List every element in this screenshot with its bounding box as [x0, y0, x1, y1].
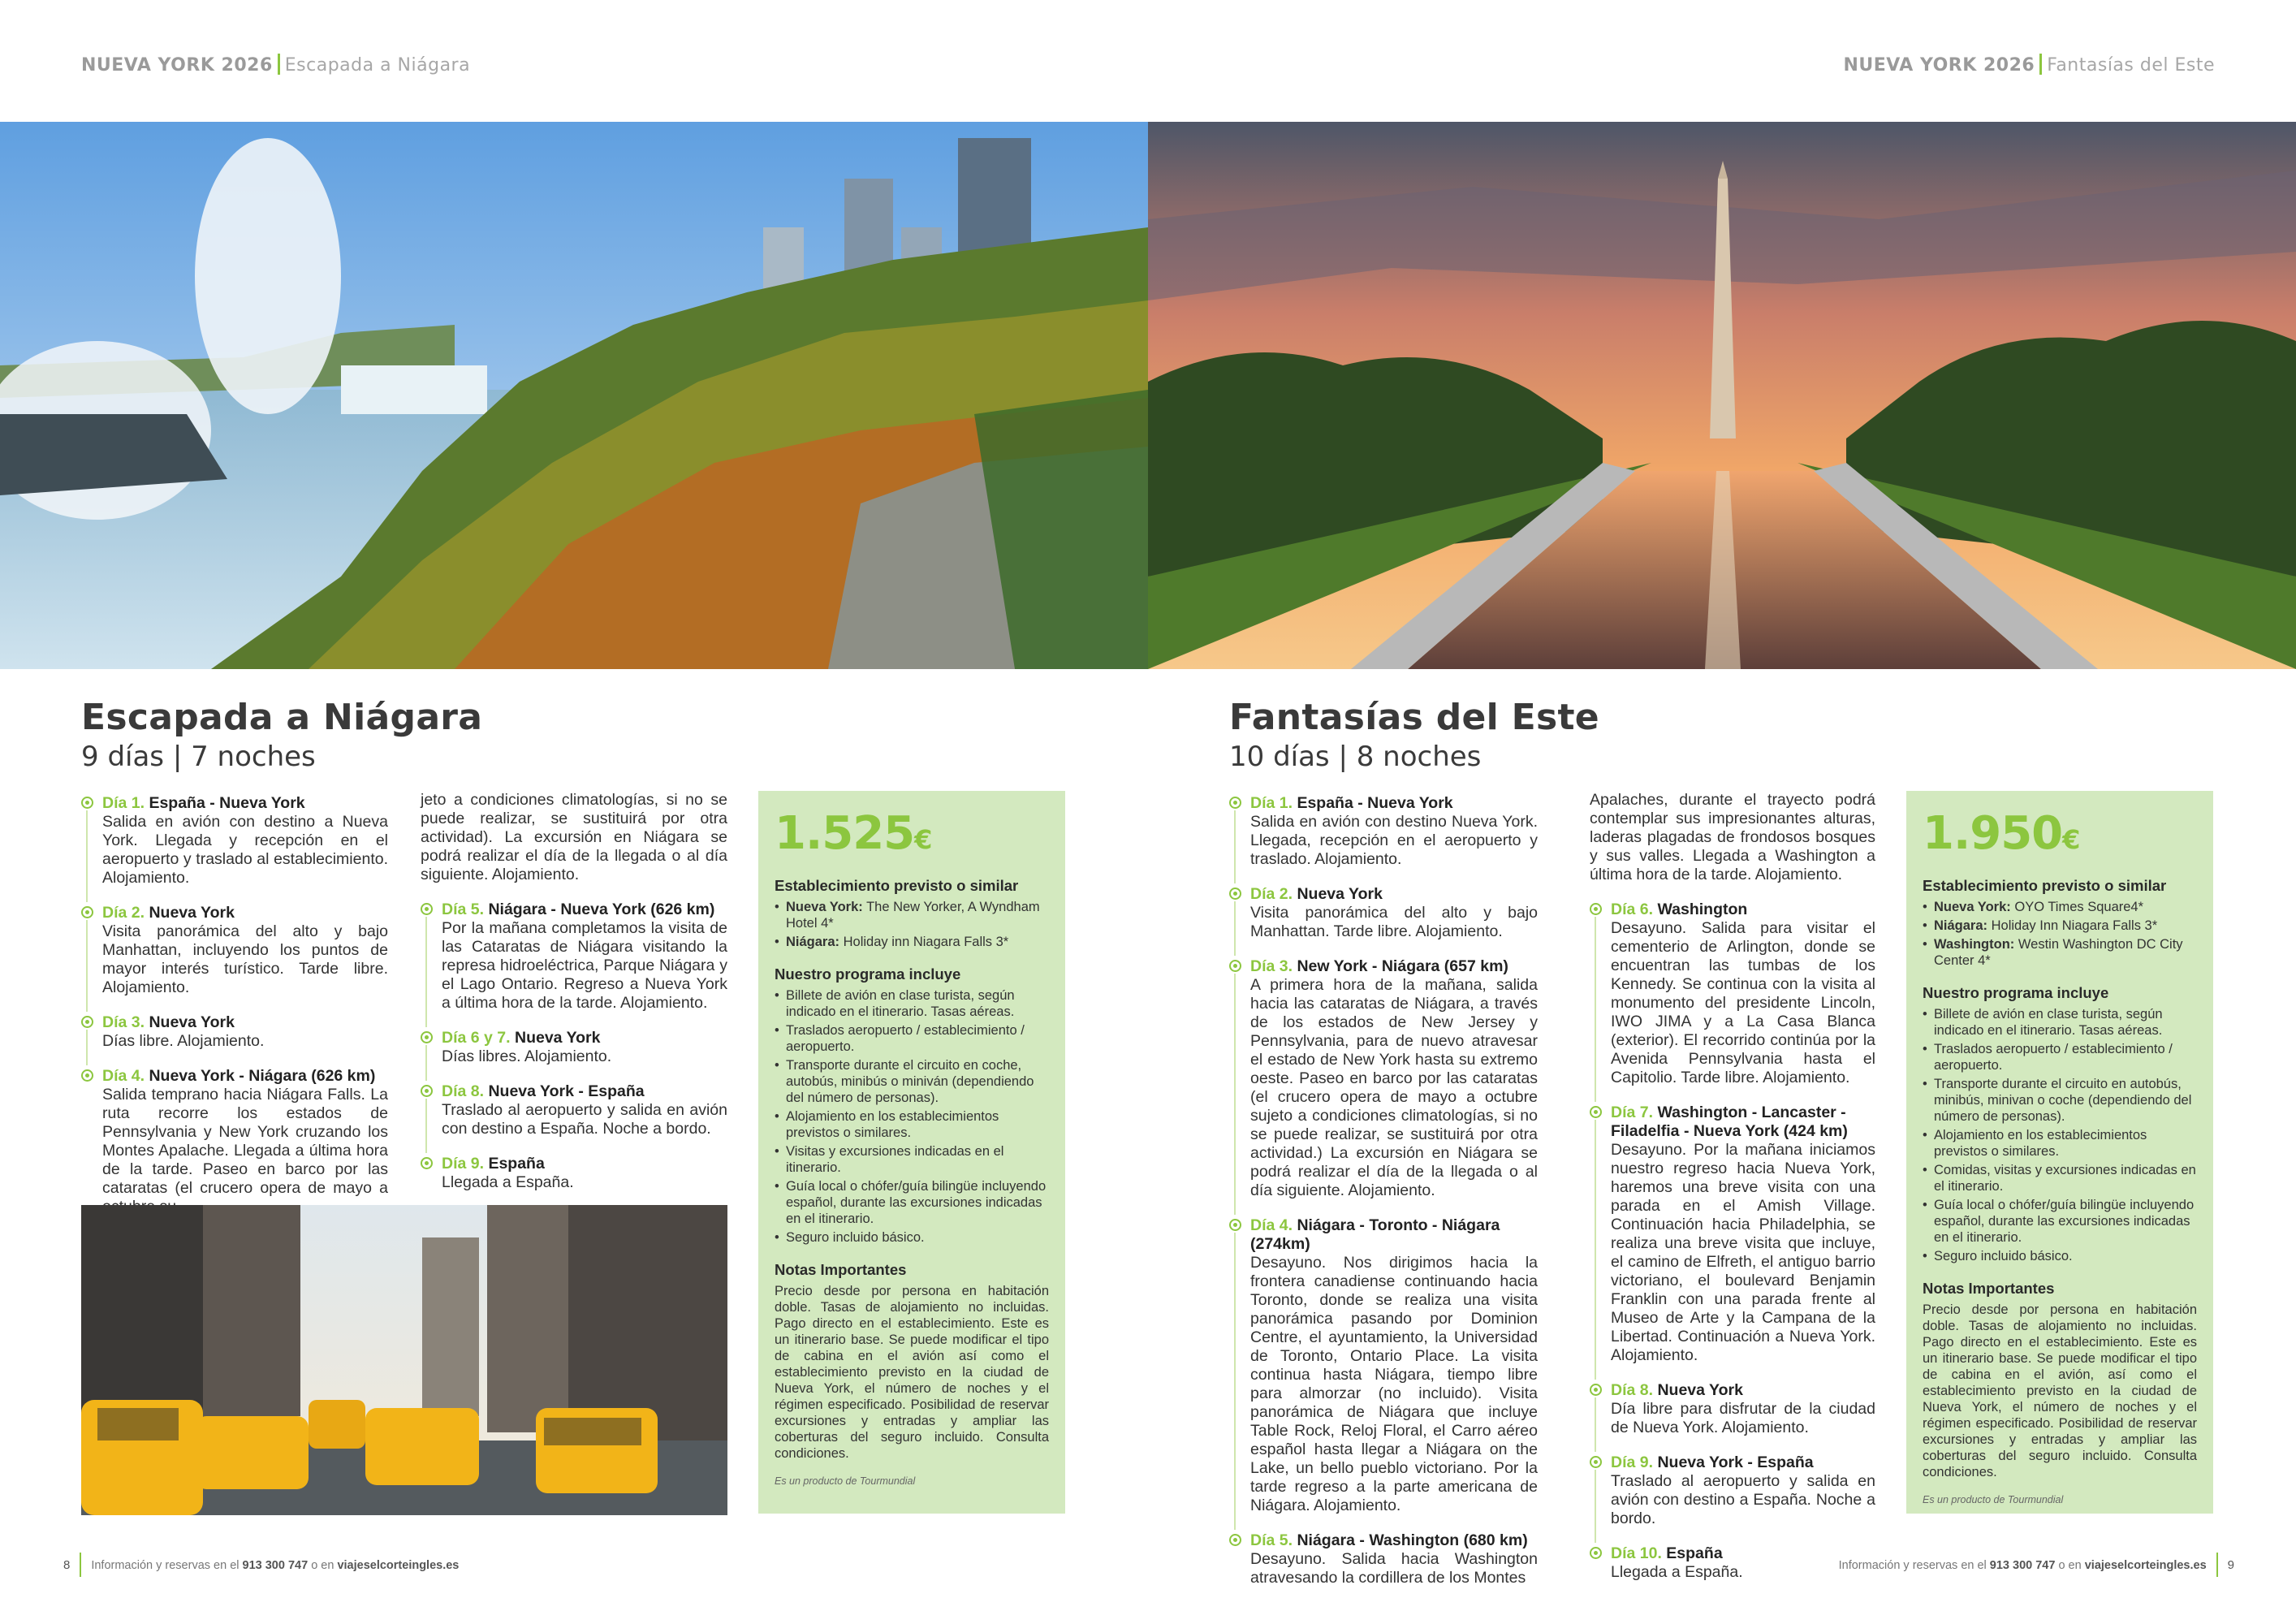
notes-title: Notas Importantes [775, 1261, 907, 1278]
day-bullet-icon [1229, 888, 1241, 900]
product-credit: Es un producto de Tourmundial [775, 1475, 916, 1487]
right-price-box [1906, 791, 2213, 1514]
accommodation-item: • Nueva York: The New Yorker, A Wyndham Hotel 4* [775, 899, 1049, 931]
itinerary-day: Día 4. Niágara - Toronto - Niágara (274km) Desayuno. Nos dirigimos hacia la frontera canadiense continuando hacia Toronto, donde se realiza una visita panorámica pasando por Dominion Centre, el ayuntamiento, la Universidad de Toronto, Ontario Place. La visita continua hasta Niágara, tiempo libre para almorzar (no incluido). Visita panorámica de Niágara que incluye Table Rock, Reloj Floral, el Carro aéreo español hasta llegar a Niágara on the Lake, un bello pueblo victoriano. Por la tarde regreso a la parte americana de Niágara. Alojamiento. [1229, 1216, 1538, 1515]
left-price-box [758, 791, 1065, 1514]
divider [2039, 54, 2042, 75]
includes-item: • Visitas y excursiones indicadas en el itinerario. [775, 1143, 1049, 1176]
includes-item: • Alojamiento en los establecimientos previstos o similares. [775, 1108, 1049, 1141]
itinerary-continuation: Apalaches, durante el trayecto podrá contemplar sus impresionantes alturas, laderas plagadas de frondosos bosques y sus valles. Llegada a Washington a última hora de la tarde. Alojamiento. [1590, 791, 1875, 883]
left-trip-title: Escapada a Niágara [81, 697, 483, 738]
accommodation-title: Establecimiento previsto o similar [1923, 877, 2167, 894]
accommodation-item: • Niágara: Holiday inn Niagara Falls 3* [775, 934, 1049, 950]
footer-info: Información y reservas en el [1838, 1559, 1987, 1572]
accommodation-list [775, 899, 1049, 950]
itinerary-day: Día 1. España - Nueva York Salida en avión con destino a Nueva York. Llegada y recepción en el aeropuerto y traslado al establecimiento. Alojamiento. [81, 794, 388, 888]
timeline-line [86, 920, 88, 1012]
day-bullet-icon [421, 1031, 433, 1043]
left-trip-duration: 9 días | 7 noches [81, 741, 316, 773]
price-currency: € [2062, 824, 2080, 855]
right-trip-title: Fantasías del Este [1229, 697, 1599, 738]
accommodation-item: • Niágara: Holiday Inn Niagara Falls 3* [1923, 918, 2197, 934]
day-bullet-icon [81, 1016, 93, 1028]
itinerary-day: Día 2. Nueva York Visita panorámica del alto y bajo Manhattan. Tarde libre. Alojamiento. [1229, 885, 1538, 941]
includes-item: • Traslados aeropuerto / establecimiento / aeropuerto. [1923, 1041, 2197, 1073]
includes-item: • Seguro incluido básico. [775, 1229, 1049, 1246]
timeline-line [1595, 1470, 1596, 1543]
notes-text: Precio desde por persona en habitación doble. Tasas de alojamiento no incluidas. Pago directo en el establecimiento. Este es un itinerario base. Se puede modificar el tipo de cabina en el avión, así como el establecimiento previsto en la ciudad de Nueva York, el número de noches y el régimen especificado. Posibilidad de reservar excursiones y entradas y ampliar las coberturas del seguro incluido. Consulta condiciones. [1923, 1302, 2197, 1479]
timeline-line [1234, 901, 1236, 956]
right-footer: Información y reservas en el 913 300 747 o en viajeselcorteingles.es 9 [1839, 1553, 2234, 1577]
day-bullet-icon [421, 903, 433, 915]
product-credit: Es un producto de Tourmundial [1923, 1494, 2064, 1505]
includes-list [1923, 1006, 2197, 1264]
timeline-line [86, 1030, 88, 1065]
price-amount: 1.950 [1923, 807, 2063, 860]
itinerary-day: Día 8. Nueva York Día libre para disfrutar de la ciudad de Nueva York. Alojamiento. [1590, 1381, 1875, 1437]
itinerary-day: Día 9. Nueva York - España Traslado al aeropuerto y salida en avión con destino a España. Noche a bordo. [1590, 1453, 1875, 1528]
left-section: Escapada a Niágara [284, 55, 471, 76]
timeline-line [1234, 974, 1236, 1215]
itinerary-day: Día 7. Washington - Lancaster - Filadelfia - Nueva York (424 km) Desayuno. Por la mañana iniciamos nuestro regreso hacia Nueva York, haremos una breve visita con una parada en el Amish Village. Continuación hacia Philadelphia, se realiza una breve visita que incluye, el camino de Elfreth, el antiguo barrio victoriano, el boulevard Benjamin Franklin con una parada frente al Museo de Arte y la Campana de la Libertad. Continuación a Nueva York. Alojamiento. [1590, 1104, 1875, 1365]
includes-item: • Billete de avión en clase turista, según indicado en el itinerario. Tasas aéreas. [1923, 1006, 2197, 1039]
timeline-line [1595, 1397, 1596, 1452]
includes-item: • Transporte durante el circuito en autobús, minibús, minivan o coche (dependiendo del número de personas). [1923, 1076, 2197, 1125]
day-bullet-icon [81, 906, 93, 918]
itinerary-day: Día 6. Washington Desayuno. Salida para visitar el cementerio de Arlington, donde se encuentran las tumbas de los Kennedy. Se continua con la visita al monumento del presidente Lincoln, IWO JIMA y a La Casa Blanca (exterior). El recorrido continúa por la Avenida Pennsylvania hasta el Capitolio. Tarde libre. Alojamiento. [1590, 901, 1875, 1087]
day-bullet-icon [1590, 1456, 1602, 1468]
day-bullet-icon [421, 1085, 433, 1097]
left-brand: NUEVA YORK 2026 [81, 55, 273, 76]
includes-item: • Traslados aeropuerto / establecimiento / aeropuerto. [775, 1022, 1049, 1055]
day-bullet-icon [1229, 960, 1241, 972]
includes-item: • Transporte durante el circuito en coche, autobús, minibús o miniván (dependiendo del número de personas). [775, 1057, 1049, 1106]
day-bullet-icon [81, 1069, 93, 1082]
timeline-line [425, 1045, 427, 1081]
day-bullet-icon [1590, 1106, 1602, 1118]
left-itinerary-col1 [81, 794, 388, 1233]
itinerary-continuation: jeto a condiciones climatologías, si no se puede realizar, se sustituirá por otra actividad). La excursión en Niágara se podrá realizar el día de la llegada o al día siguiente. Alojamiento. [421, 791, 727, 883]
includes-list [775, 987, 1049, 1246]
right-brand: NUEVA YORK 2026 [1843, 55, 2035, 76]
left-price [775, 807, 1049, 866]
notes-title: Notas Importantes [1923, 1280, 2055, 1297]
timeline-line [1234, 810, 1236, 883]
day-bullet-icon [1229, 1534, 1241, 1546]
footer-website-link[interactable]: viajeselcorteingles.es [337, 1559, 460, 1572]
day-bullet-icon [81, 797, 93, 809]
price-amount: 1.525 [775, 807, 915, 860]
price-currency: € [914, 824, 932, 855]
accommodation-item: • Nueva York: OYO Times Square4* [1923, 899, 2197, 915]
includes-item: • Comidas, visitas y excursiones indicadas en el itinerario. [1923, 1162, 2197, 1194]
timeline-line [1595, 917, 1596, 1102]
includes-item: • Alojamiento en los establecimientos previstos o similares. [1923, 1127, 2197, 1160]
timeline-line [425, 1099, 427, 1153]
divider [80, 1553, 81, 1577]
accommodation-title: Establecimiento previsto o similar [775, 877, 1019, 894]
day-bullet-icon [1229, 1219, 1241, 1231]
right-itinerary-col2 [1590, 791, 1875, 1598]
includes-item: • Guía local o chófer/guía bilingüe incluyendo español, durante las excursiones indicadas en el itinerario. [1923, 1197, 2197, 1246]
right-itinerary-col1 [1229, 794, 1538, 1604]
new-york-taxis-photo [81, 1205, 727, 1515]
right-section: Fantasías del Este [2047, 55, 2215, 76]
itinerary-day: Día 2. Nueva York Visita panorámica del alto y bajo Manhattan, incluyendo los puntos de mayor interés turístico. Tarde libre. Alojamiento. [81, 904, 388, 997]
itinerary-day: Día 6 y 7. Nueva York Días libres. Alojamiento. [421, 1029, 727, 1066]
footer-phone[interactable]: 913 300 747 [242, 1559, 309, 1572]
timeline-line [1595, 1120, 1596, 1380]
accommodation-list [1923, 899, 2197, 969]
footer-website-link[interactable]: viajeselcorteingles.es [2084, 1559, 2207, 1572]
includes-item: • Guía local o chófer/guía bilingüe incluyendo español, durante las excursiones indicadas en el itinerario. [775, 1178, 1049, 1227]
notes-text: Precio desde por persona en habitación doble. Tasas de alojamiento no incluidas. Pago directo en el establecimiento. Este es un itinerario base. Se puede modificar el tipo de cabina en el avión así como el establecimiento previsto en la ciudad de Nueva York, el número de noches y el régimen especificado. Posibilidad de reservar excursiones y entradas y ampliar las coberturas del seguro incluido. Consulta condiciones. [775, 1284, 1049, 1461]
timeline-line [425, 917, 427, 1027]
itinerary-day: Día 10. España Llegada a España. [1590, 1544, 1875, 1582]
day-bullet-icon [1590, 1547, 1602, 1559]
timeline-line [1234, 1233, 1236, 1530]
itinerary-day: Día 3. New York - Niágara (657 km) A primera hora de la mañana, salida hacia las cataratas de Niágara, a través de los estados de New Jersey y Pennsylvania, para de nuevo atravesar el estado de New York hasta su extremo oeste. Paseo en barco por las cataratas (el crucero opera de mayo a octubre sujeto a condiciones climatologías, si no se puede realizar, se sustituirá por otra actividad.) La excursión en Niágara se podrá realizar el día de la llegada o al día siguiente. Alojamiento. [1229, 957, 1538, 1200]
day-bullet-icon [1590, 1384, 1602, 1396]
footer-info: Información y reservas en el [91, 1559, 240, 1572]
itinerary-day: Día 5. Niágara - Nueva York (626 km) Por la mañana completamos la visita de las Cataratas de Niágara visitando la represa hidroeléctrica, Parque Niágara y el Lago Ontario. Regreso a Nueva York a última hora de la tarde. Alojamiento. [421, 901, 727, 1013]
page-number: 8 [63, 1558, 71, 1572]
includes-title: Nuestro programa incluye [1923, 984, 2109, 1001]
timeline-line [86, 810, 88, 902]
right-running-head [1843, 54, 2215, 76]
left-running-head [81, 54, 470, 76]
itinerary-day: Día 1. España - Nueva York Salida en avión con destino Nueva York. Llegada, recepción en el aeropuerto y traslado. Alojamiento. [1229, 794, 1538, 869]
right-price [1923, 807, 2197, 866]
footer-phone[interactable]: 913 300 747 [1989, 1559, 2056, 1572]
itinerary-day: Día 3. Nueva York Días libre. Alojamiento. [81, 1013, 388, 1051]
includes-title: Nuestro programa incluye [775, 965, 961, 983]
accommodation-item: • Washington: Westin Washington DC City Center 4* [1923, 936, 2197, 969]
left-itinerary-col2 [421, 791, 727, 1208]
day-bullet-icon [1229, 797, 1241, 809]
left-footer: 8 Información y reservas en el 913 300 747 o en viajeselcorteingles.es [63, 1553, 459, 1577]
itinerary-day: Día 8. Nueva York - España Traslado al aeropuerto y salida en avión con destino a España. Noche a bordo. [421, 1082, 727, 1138]
right-trip-duration: 10 días | 8 noches [1229, 741, 1482, 773]
itinerary-day: Día 4. Nueva York - Niágara (626 km) Salida temprano hacia Niágara Falls. La ruta recorre los estados de Pennsylvania y New York cruzando los Montes Apalache. Llegada a última hora de la tarde. Paseo en barco por las cataratas (el crucero opera de mayo a [81, 1067, 388, 1216]
itinerary-day: Día 5. Niágara - Washington (680 km) Desayuno. Salida hacia Washington atravesando la cordillera de los Montes [1229, 1531, 1538, 1587]
washington-monument-photo [1148, 122, 2296, 669]
includes-item: • Seguro incluido básico. [1923, 1248, 2197, 1264]
divider [2216, 1553, 2218, 1577]
niagara-falls-photo [0, 122, 1148, 669]
itinerary-day: Día 9. España Llegada a España. [421, 1155, 727, 1192]
day-bullet-icon [421, 1157, 433, 1169]
page-number: 9 [2227, 1558, 2234, 1572]
includes-item: • Billete de avión en clase turista, según indicado en el itinerario. Tasas aéreas. [775, 987, 1049, 1020]
divider [278, 54, 280, 75]
day-bullet-icon [1590, 903, 1602, 915]
